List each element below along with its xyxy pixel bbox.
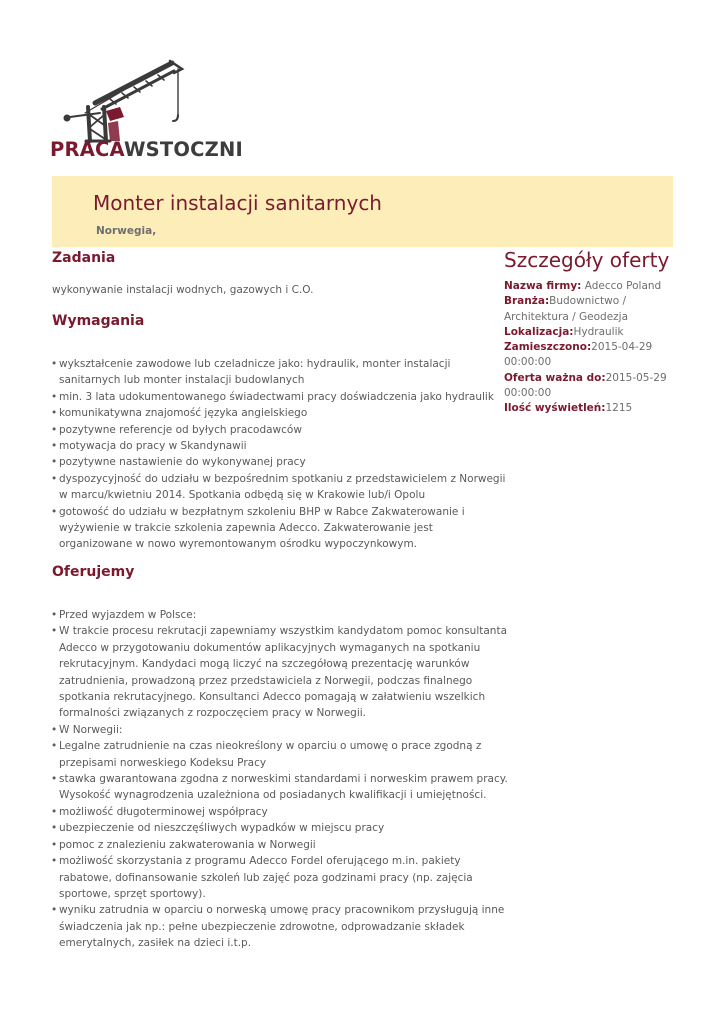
offer-item: • wyniku zatrudnia w oparciu o norweską umowę pracy pracownikom przysługują inne świadczenia jak np.: pełne ubezpieczenie zdrowotne, odprowadzanie składek emerytalnych, zasiłek na dzieci i.t.p. — [52, 902, 508, 951]
detail-row — [504, 401, 674, 416]
detail-value: 1215 — [605, 402, 633, 415]
oferujemy-list — [52, 607, 508, 952]
detail-label: Branża: — [504, 295, 550, 308]
offer-details-title: Szczegóły oferty — [504, 248, 670, 272]
offer-item: • ubezpieczenie od nieszczęśliwych wypadków w miejscu pracy — [52, 820, 508, 836]
detail-label: Oferta ważna do: — [504, 371, 606, 384]
requirement-item: • pozytywne nastawienie do wykonywanej pracy — [52, 454, 508, 470]
detail-value: Adecco Poland — [581, 280, 662, 292]
requirement-item: • gotowość do udziału w bezpłatnym szkoleniu BHP w Rabce Zakwaterowanie i wyżywienie w trakcie szkolenia zapewnia Adecco. Zakwaterowanie jest organizowane w nowo wyremontowanym ośrodku wypoczynkowym. — [52, 504, 508, 553]
site-logo[interactable] — [50, 57, 243, 165]
detail-row — [504, 325, 674, 340]
zadania-heading: Zadania — [52, 250, 116, 266]
detail-value: Budownictwo / Architektura / Geodezja — [504, 295, 629, 323]
detail-row — [504, 294, 674, 325]
wymagania-heading: Wymagania — [52, 313, 145, 329]
requirement-item: • komunikatywna znajomość języka angielskiego — [52, 405, 508, 421]
job-title: Monter instalacji sanitarnych — [93, 191, 382, 215]
detail-label: Nazwa firmy: — [504, 280, 582, 292]
offer-item: • możliwość skorzystania z programu Adecco Fordel oferującego m.in. pakiety rabatowe, dofinansowanie szkoleń lub zajęć poza godzinami pracy (np. zajęcia sportowe, sprzęt sportowy). — [52, 853, 508, 902]
offer-details-panel — [504, 248, 674, 417]
offer-item: • stawka gwarantowana zgodna z norweskimi standardami i norweskim prawem pracy. Wysokość wynagrodzenia uzależniona od posiadanych kwalifikacji i umiejętności. — [52, 771, 508, 804]
zadania-text: wykonywanie instalacji wodnych, gazowych i C.O. — [52, 284, 314, 296]
job-header-banner — [52, 176, 673, 247]
offer-item: • możliwość długoterminowej współpracy — [52, 804, 508, 820]
detail-label: Lokalizacja: — [504, 325, 574, 338]
oferujemy-heading: Oferujemy — [52, 564, 135, 580]
requirement-item: • dyspozycyjność do udziału w bezpośrednim spotkaniu z przedstawicielem z Norwegii w marcu/kwietniu 2014. Spotkania odbędą się w Krakowie lub/i Opolu — [52, 471, 508, 504]
requirement-item: • min. 3 lata udokumentowanego świadectwami pracy doświadczenia jako hydraulik — [52, 389, 508, 405]
offer-item: • W trakcie procesu rekrutacji zapewniamy wszystkim kandydatom pomoc konsultanta Adecco w przygotowaniu dokumentów aplikacyjnych wymaganych na spotkaniu rekrutacyjnym. Kandydaci mogą liczyć na szczegółową prezentację warunków zatrudnienia, prowadzoną przez przedstawiciela z Norwegii, podczas finalnego spotkania rekrutacyjnego. Konsultanci Adecco pomagają w załatwieniu wszelkich formalności związanych z rozpoczęciem pracy w Norwegii. — [52, 623, 508, 721]
detail-value: 2015-05-29 00:00:00 — [504, 371, 667, 400]
detail-label: Zamieszczono: — [504, 341, 592, 354]
detail-value: 2015-04-29 00:00:00 — [504, 341, 653, 369]
detail-row — [504, 279, 674, 294]
requirement-item: • wykształcenie zawodowe lub czeladnicze jako: hydraulik, monter instalacji sanitarnych lub monter instalacji budowlanych — [52, 356, 508, 389]
detail-label: Ilość wyświetleń: — [504, 402, 606, 415]
detail-row — [504, 340, 674, 371]
logo-text — [50, 138, 243, 161]
wymagania-list — [52, 356, 508, 553]
offer-details-list — [504, 279, 674, 417]
offer-item: • Legalne zatrudnienie na czas nieokreślony w oparciu o umowę o prace zgodną z przepisami norweskiego Kodeksu Pracy — [52, 738, 508, 771]
crane-icon — [60, 57, 185, 143]
requirement-item: • motywacja do pracy w Skandynawii — [52, 438, 508, 454]
offer-item: • Przed wyjazdem w Polsce: — [52, 607, 508, 623]
detail-row — [504, 371, 674, 402]
job-location: Norwegia, — [96, 225, 157, 237]
offer-item: • pomoc z znalezieniu zakwaterowania w Norwegii — [52, 837, 508, 853]
logo-text-praca: PRACA — [50, 138, 124, 161]
offer-item: • W Norwegii: — [52, 722, 508, 738]
detail-value: Hydraulik — [573, 325, 624, 338]
requirement-item: • pozytywne referencje od byłych pracodawców — [52, 422, 508, 438]
logo-text-wstoczni: WSTOCZNI — [123, 138, 243, 161]
